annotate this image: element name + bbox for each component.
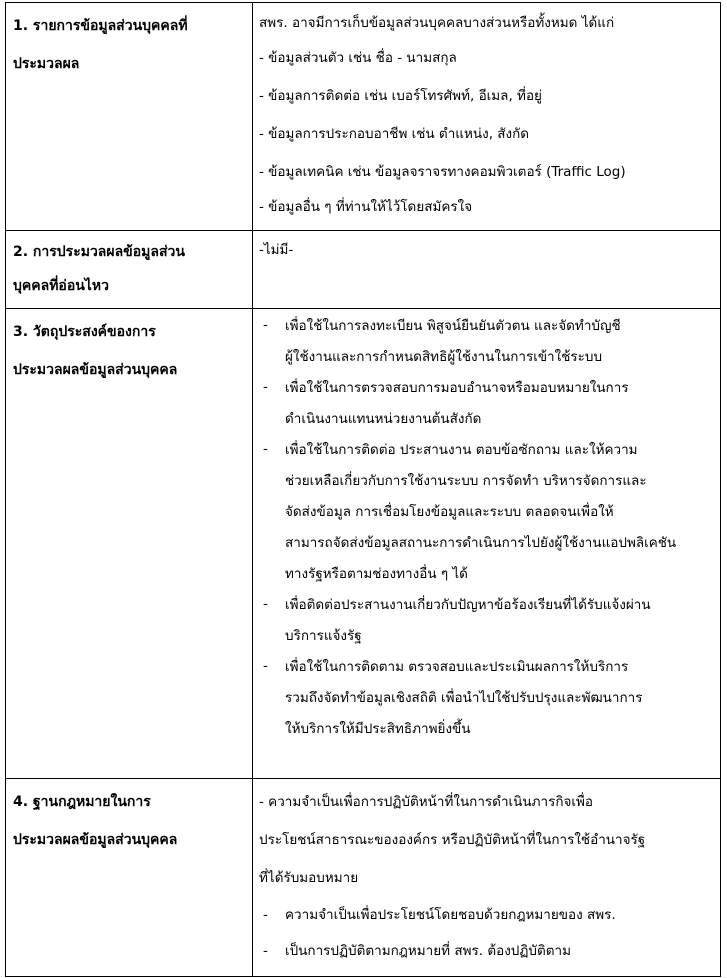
purpose-item <box>259 435 714 590</box>
bullet-dash: - <box>263 441 268 457</box>
list-item: - ข้อมูลส่วนตัว เช่น ชื่อ - นามสกุล <box>259 50 457 66</box>
table-row-purposes <box>6 309 721 779</box>
purpose-item <box>259 311 714 373</box>
row-title-cell <box>6 309 253 778</box>
purpose-item <box>259 373 714 435</box>
text-line: เพื่อใช้ในการลงทะเบียน พิสูจน์ยืนยันตัวตน และจัดทำบัญชี <box>285 318 621 334</box>
legal-basis-item <box>259 897 714 933</box>
row-title-line: ประมวลผล <box>13 56 80 72</box>
table-row-personal-data <box>6 3 721 231</box>
text-line: จัดส่งข้อมูล การเชื่อมโยงข้อมูลและระบบ ตลอดจนเพื่อให้ <box>285 504 614 520</box>
text-line: ผู้ใช้งานและการกำหนดสิทธิผู้ใช้งานในการเข้าใช้ระบบ <box>285 349 603 365</box>
purpose-item <box>259 590 714 652</box>
text-line: เพื่อใช้ในการติดตาม ตรวจสอบและประเมินผลการให้บริการ <box>285 659 629 675</box>
text-line: เพื่อใช้ในการตรวจสอบการมอบอำนาจหรือมอบหมายในการ <box>285 380 629 396</box>
row-title-line: 4. ฐานกฎหมายในการ <box>13 794 151 810</box>
bullet-dash: - <box>263 317 268 333</box>
row-title-cell <box>6 231 253 308</box>
purpose-text <box>285 311 714 373</box>
text-line: ที่ได้รับมอบหมาย <box>259 870 359 886</box>
legal-basis-text: เป็นการปฏิบัติตามกฎหมายที่ สพร. ต้องปฏิบัติตาม <box>285 943 572 959</box>
text-line: ทางรัฐหรือตามช่องทางอื่น ๆ ได้ <box>285 566 468 582</box>
text-line: ช่วยเหลือเกี่ยวกับการใช้งานระบบ การจัดทำ บริหารจัดการและ <box>285 473 647 489</box>
privacy-table <box>5 2 721 977</box>
list-item: - ข้อมูลอื่น ๆ ที่ท่านให้ไว้โดยสมัครใจ <box>259 199 473 215</box>
bullet-dash: - <box>263 658 268 674</box>
row-content-cell <box>253 231 721 308</box>
table-row-legal-basis <box>6 779 721 977</box>
row-content-cell <box>253 309 721 778</box>
text-line: ให้บริการให้มีประสิทธิภาพยิ่งขึ้น <box>285 721 471 737</box>
table-row-sensitive-data <box>6 231 721 309</box>
text-line: เพื่อใช้ในการติดต่อ ประสานงาน ตอบข้อซักถาม และให้ความ <box>285 442 638 458</box>
purpose-item <box>259 652 714 745</box>
row-title-line: 2. การประมวลผลข้อมูลส่วน <box>13 244 185 260</box>
purpose-text <box>285 435 714 590</box>
intro-text: สพร. อาจมีการเก็บข้อมูลส่วนบุคคลบางส่วนหรือทั้งหมด ได้แก่ <box>259 15 615 31</box>
bullet-dash: - <box>263 907 268 923</box>
value-text: -ไม่มี- <box>259 242 294 258</box>
bullet-dash: - <box>263 943 268 959</box>
legal-basis-intro <box>259 783 714 897</box>
bullet-dash: - <box>263 596 268 612</box>
list-item: - ข้อมูลการติดต่อ เช่น เบอร์โทรศัพท์, อีเมล, ที่อยู่ <box>259 88 542 104</box>
list-item: - ข้อมูลเทคนิค เช่น ข้อมูลจราจรทางคอมพิวเตอร์ (Traffic Log) <box>259 164 626 180</box>
row-title-line: 1. รายการข้อมูลส่วนบุคคลที่ <box>13 18 188 34</box>
text-line: บริการแจ้งรัฐ <box>285 628 362 644</box>
text-line: - ความจำเป็นเพื่อการปฏิบัติหน้าที่ในการดำเนินภารกิจเพื่อ <box>259 794 594 810</box>
row-content-cell <box>253 3 721 230</box>
text-line: สามารถจัดส่งข้อมูลสถานะการดำเนินการไปยังผู้ใช้งานแอปพลิเคชัน <box>285 535 677 551</box>
row-title-cell <box>6 3 253 230</box>
text-line: เพื่อติดต่อประสานงานเกี่ยวกับปัญหาข้อร้องเรียนที่ได้รับแจ้งผ่าน <box>285 597 651 613</box>
legal-basis-text: ความจำเป็นเพื่อประโยชน์โดยชอบด้วยกฎหมายของ สพร. <box>285 907 616 923</box>
text-line: รวมถึงจัดทำข้อมูลเชิงสถิติ เพื่อนำไปใช้ปรับปรุงและพัฒนาการ <box>285 690 643 706</box>
bullet-dash: - <box>263 379 268 395</box>
row-title-line: ประมวลผลข้อมูลส่วนบุคคล <box>13 362 178 378</box>
row-title-line: 3. วัตถุประสงค์ของการ <box>13 324 156 340</box>
row-content-cell <box>253 779 721 976</box>
purpose-text <box>285 373 714 435</box>
row-title-cell <box>6 779 253 976</box>
purpose-text <box>285 652 714 745</box>
legal-basis-item <box>259 933 714 969</box>
row-title-line: บุคคลที่อ่อนไหว <box>13 278 109 294</box>
text-line: ประโยชน์สาธารณะขององค์กร หรือปฏิบัติหน้าที่ในการใช้อำนาจรัฐ <box>259 832 646 848</box>
text-line: ดำเนินงานแทนหน่วยงานต้นสังกัด <box>285 411 482 427</box>
list-item: - ข้อมูลการประกอบอาชีพ เช่น ตำแหน่ง, สังกัด <box>259 126 530 142</box>
row-title-line: ประมวลผลข้อมูลส่วนบุคคล <box>13 832 178 848</box>
purpose-text <box>285 590 714 652</box>
